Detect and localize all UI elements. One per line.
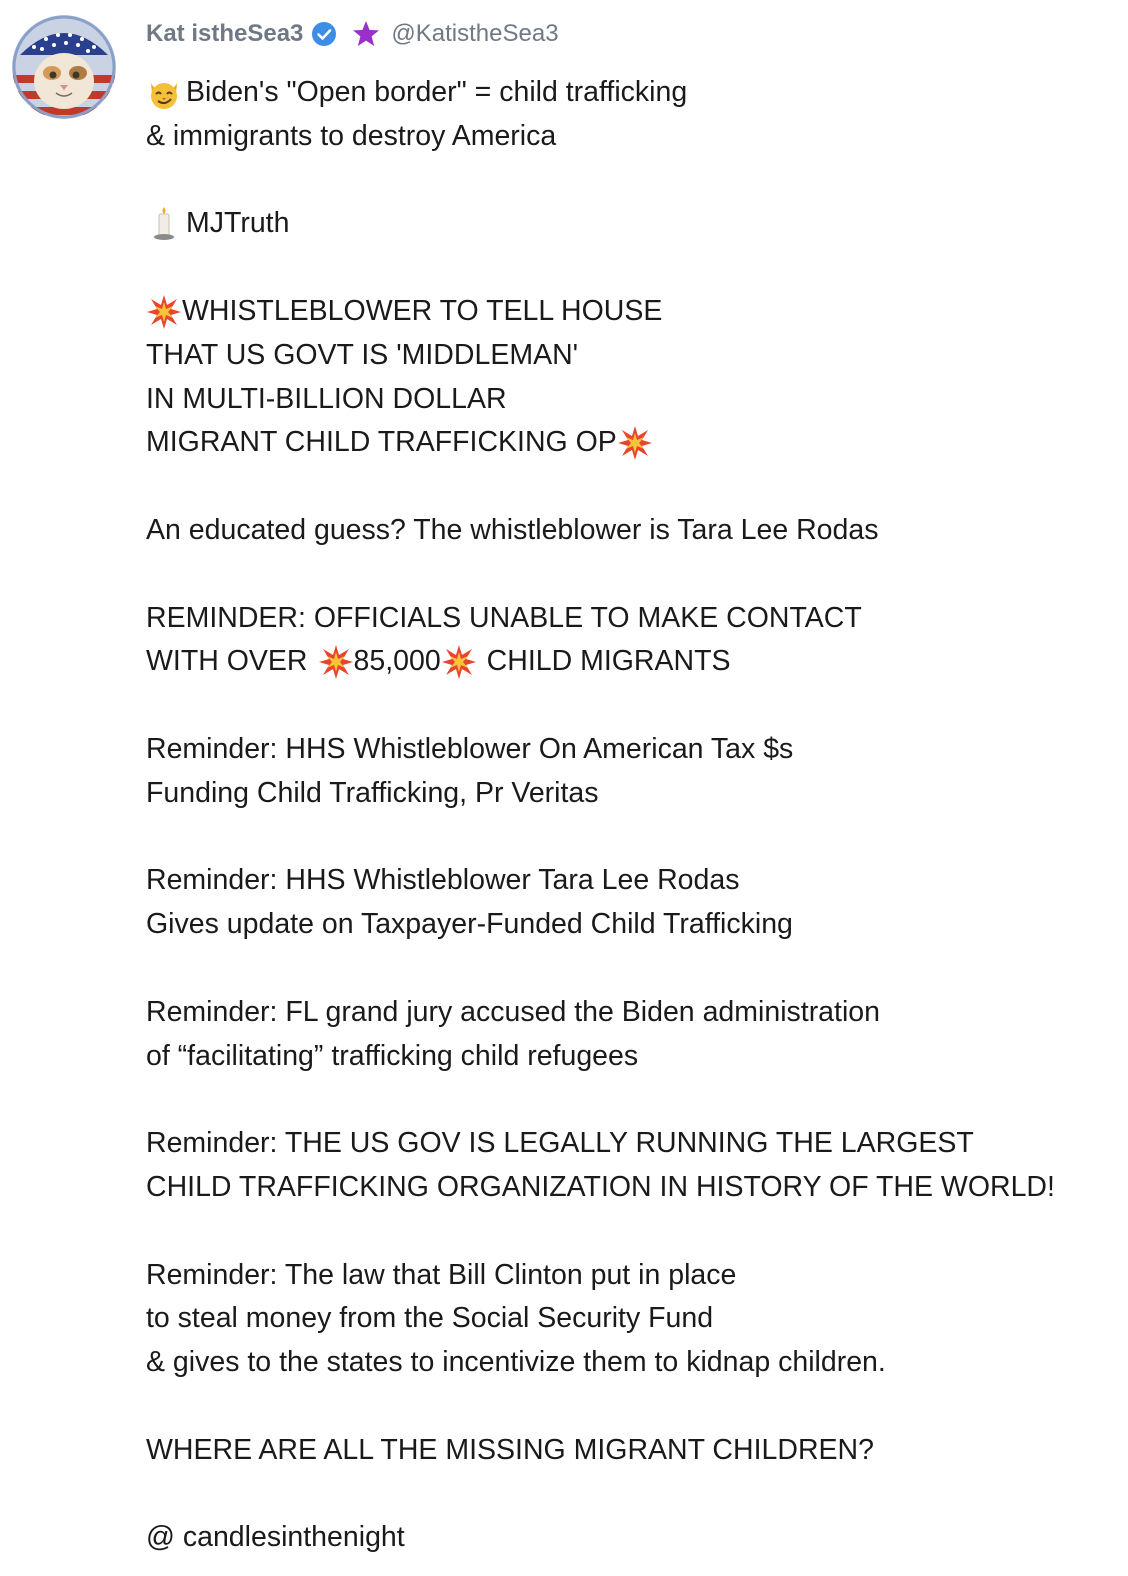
post-line: [146, 1341, 1116, 1385]
purple-star-icon: [351, 19, 381, 49]
post-line: [146, 1254, 1116, 1298]
post-line: [146, 1166, 1116, 1210]
post-text: WHISTLEBLOWER TO TELL HOUSE: [182, 294, 663, 327]
display-name[interactable]: Kat istheSea3: [146, 20, 304, 47]
post-line: [146, 1035, 1116, 1079]
post-header: [146, 14, 559, 54]
post-text: CHILD MIGRANTS: [486, 645, 731, 678]
candle-emoji-icon: [146, 206, 182, 242]
handle[interactable]: @KatistheSea3: [391, 20, 559, 47]
post-line: [146, 903, 1116, 947]
post-text: Reminder: FL grand jury accused the Biden administration: [146, 995, 880, 1028]
blank-line: [146, 1385, 1116, 1429]
blank-line: [146, 553, 1116, 597]
post-text: & gives to the states to incentivize them to kidnap children.: [146, 1346, 886, 1379]
post-line: [146, 1122, 1116, 1166]
post-body: [146, 71, 1116, 1560]
mention-text[interactable]: @ candlesinthenight: [146, 1521, 405, 1554]
post-line: [146, 71, 1116, 115]
post-line: [146, 115, 1116, 159]
post-line: [146, 202, 1116, 246]
post-text: Reminder: The law that Bill Clinton put in place: [146, 1258, 737, 1291]
post-line: [146, 991, 1116, 1035]
post-text: An educated guess? The whistleblower is Tara Lee Rodas: [146, 513, 879, 546]
post-line: [146, 640, 1116, 684]
post-text: Funding Child Trafficking, Pr Veritas: [146, 776, 599, 809]
avatar-image: [12, 15, 116, 119]
post-text: of “facilitating” trafficking child refugees: [146, 1039, 639, 1072]
post-text: REMINDER: OFFICIALS UNABLE TO MAKE CONTACT: [146, 601, 862, 634]
blank-line: [146, 465, 1116, 509]
post-text: Reminder: HHS Whistleblower On American Tax $s: [146, 732, 794, 765]
blank-line: [146, 947, 1116, 991]
post-line: [146, 859, 1116, 903]
post-text: & immigrants to destroy America: [146, 119, 557, 152]
post-line: [146, 421, 1116, 465]
collision-emoji-icon: [318, 644, 354, 680]
post-text: WHERE ARE ALL THE MISSING MIGRANT CHILDREN?: [146, 1433, 874, 1466]
collision-emoji-icon: [617, 425, 653, 461]
blank-line: [146, 816, 1116, 860]
post-text: MIGRANT CHILD TRAFFICKING OP: [146, 426, 617, 459]
post-text: MJTruth: [186, 207, 290, 240]
post-line: [146, 728, 1116, 772]
post-text: Biden's "Open border" = child trafficking: [186, 76, 688, 108]
avatar[interactable]: [12, 15, 116, 119]
post-text: THAT US GOVT IS 'MIDDLEMAN': [146, 338, 579, 371]
post-line: [146, 378, 1116, 422]
blank-line: [146, 1078, 1116, 1122]
blank-line: [146, 1473, 1116, 1517]
post-text: Reminder: THE US GOV IS LEGALLY RUNNING THE LARGEST: [146, 1127, 974, 1160]
post-line: [146, 597, 1116, 641]
post-line: [146, 1516, 1116, 1560]
post-text: CHILD TRAFFICKING ORGANIZATION IN HISTORY OF THE WORLD!: [146, 1170, 1055, 1203]
smirking-cat-emoji-icon: [146, 75, 182, 111]
post-text: 85,000: [353, 645, 441, 678]
collision-emoji-icon: [441, 644, 477, 680]
post-line: [146, 509, 1116, 553]
post-text: Gives update on Taxpayer-Funded Child Trafficking: [146, 908, 793, 941]
blank-line: [146, 159, 1116, 203]
post-text: IN MULTI-BILLION DOLLAR: [146, 382, 507, 415]
post-text: to steal money from the Social Security Fund: [146, 1302, 714, 1335]
blank-line: [146, 246, 1116, 290]
post-line: [146, 1297, 1116, 1341]
blank-line: [146, 684, 1116, 728]
blank-line: [146, 1210, 1116, 1254]
post-line: [146, 1429, 1116, 1473]
post-text: Reminder: HHS Whistleblower Tara Lee Rodas: [146, 864, 740, 897]
post-text: WITH OVER: [146, 645, 308, 678]
post-line: [146, 334, 1116, 378]
post-line: [146, 772, 1116, 816]
post-line: [146, 290, 1116, 334]
collision-emoji-icon: [146, 294, 182, 330]
verified-check-icon: [311, 21, 337, 47]
